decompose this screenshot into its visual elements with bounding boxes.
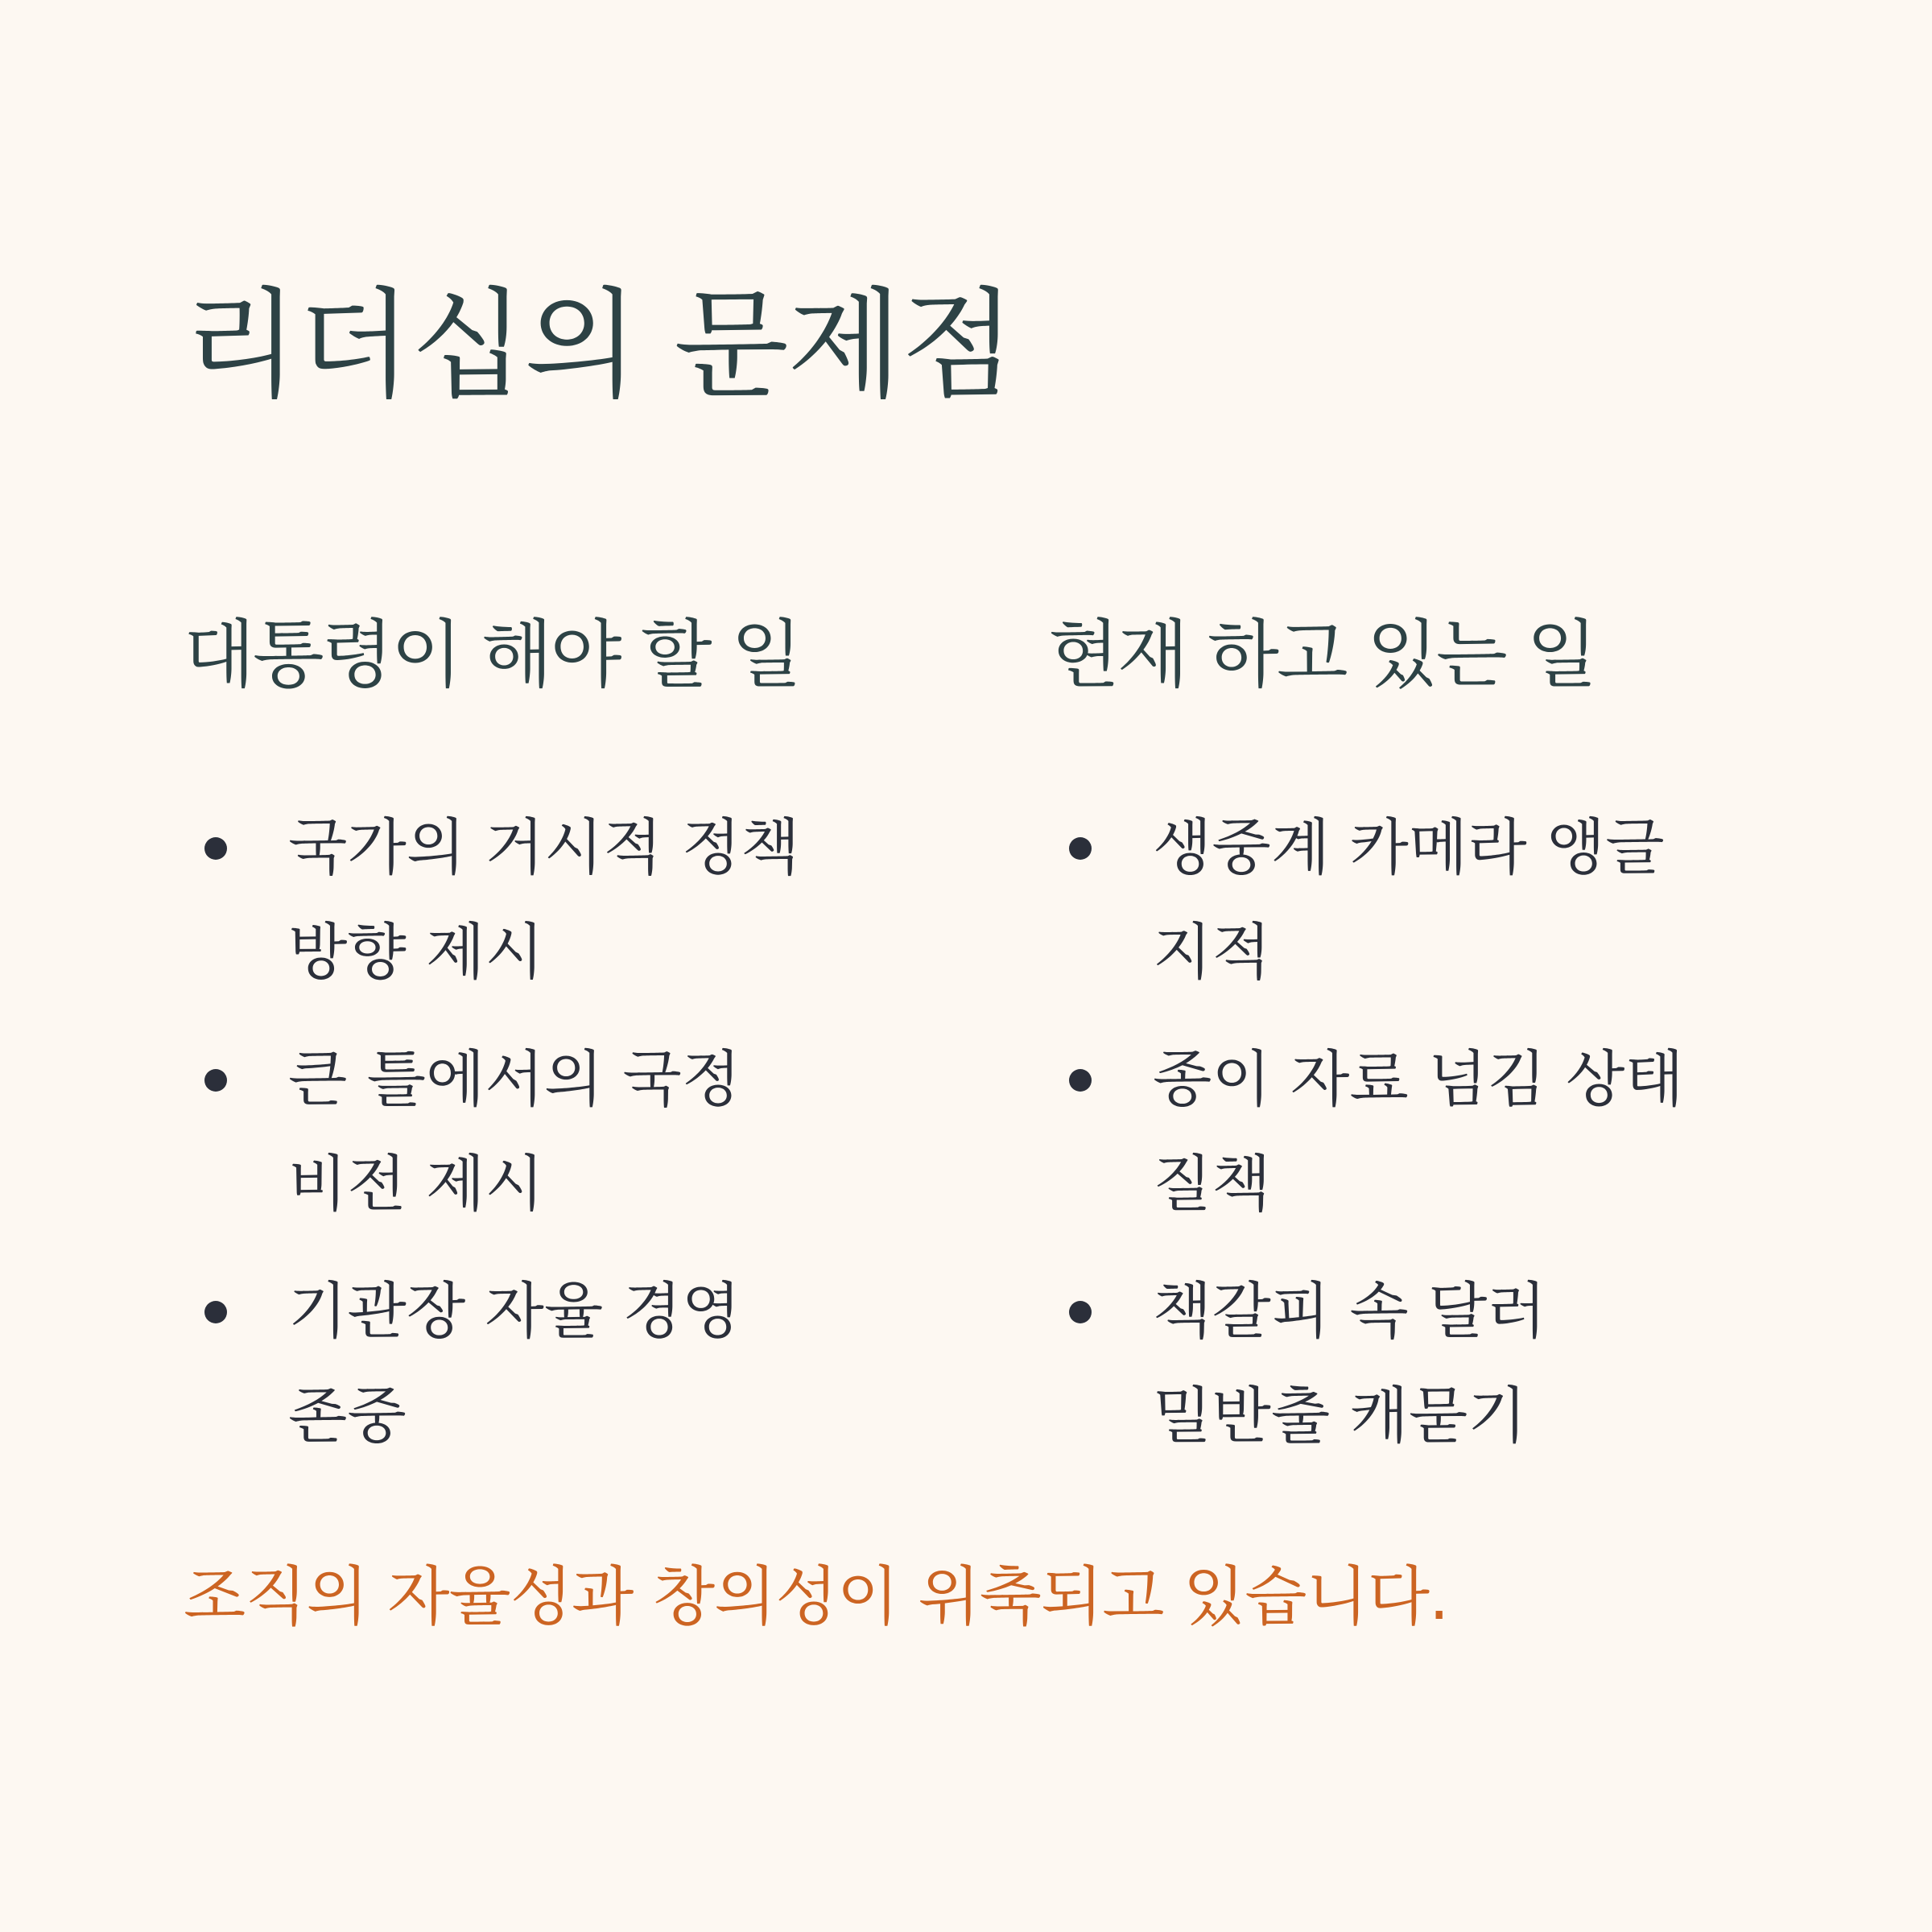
right-column-heading: 현재 하고 있는 일 — [1048, 612, 1596, 698]
page-title: 리더십의 문제점 — [184, 276, 1014, 415]
left-bullet-list — [184, 795, 908, 1468]
bullet-icon — [204, 1069, 227, 1092]
right-bullet-list — [1048, 795, 1773, 1468]
list-item — [184, 1259, 860, 1468]
list-item-text: 큰 틀에서의 국정 비전 제시 — [288, 1043, 741, 1220]
list-item — [184, 795, 860, 1005]
list-item — [1048, 795, 1724, 1005]
conclusion-text: 조직의 자율성과 창의성이 위축되고 있습니다. — [184, 1559, 1449, 1634]
left-column — [184, 605, 908, 1491]
bullet-icon — [204, 1301, 227, 1323]
list-item-text: 기관장 자율 경영 존중 — [288, 1275, 741, 1451]
list-item — [1048, 1027, 1724, 1236]
list-item-text: 국가의 거시적 정책 방향 제시 — [288, 811, 800, 988]
list-item — [184, 1027, 860, 1236]
list-item — [1048, 1259, 1724, 1468]
list-item-text: 종이 자료 넘김 상태 질책 — [1153, 1043, 1684, 1220]
bullet-icon — [1069, 1069, 1092, 1092]
bullet-icon — [204, 837, 227, 860]
bullet-icon — [1069, 1301, 1092, 1323]
list-item-text: 책갈피 속 달러 밀반출 캐묻기 — [1153, 1275, 1546, 1451]
bullet-icon — [1069, 837, 1092, 860]
right-column — [1048, 605, 1773, 1491]
left-column-heading: 대통령이 해야 할 일 — [184, 612, 800, 698]
list-item-text: 생중계 카메라 앵글 지적 — [1153, 811, 1665, 988]
